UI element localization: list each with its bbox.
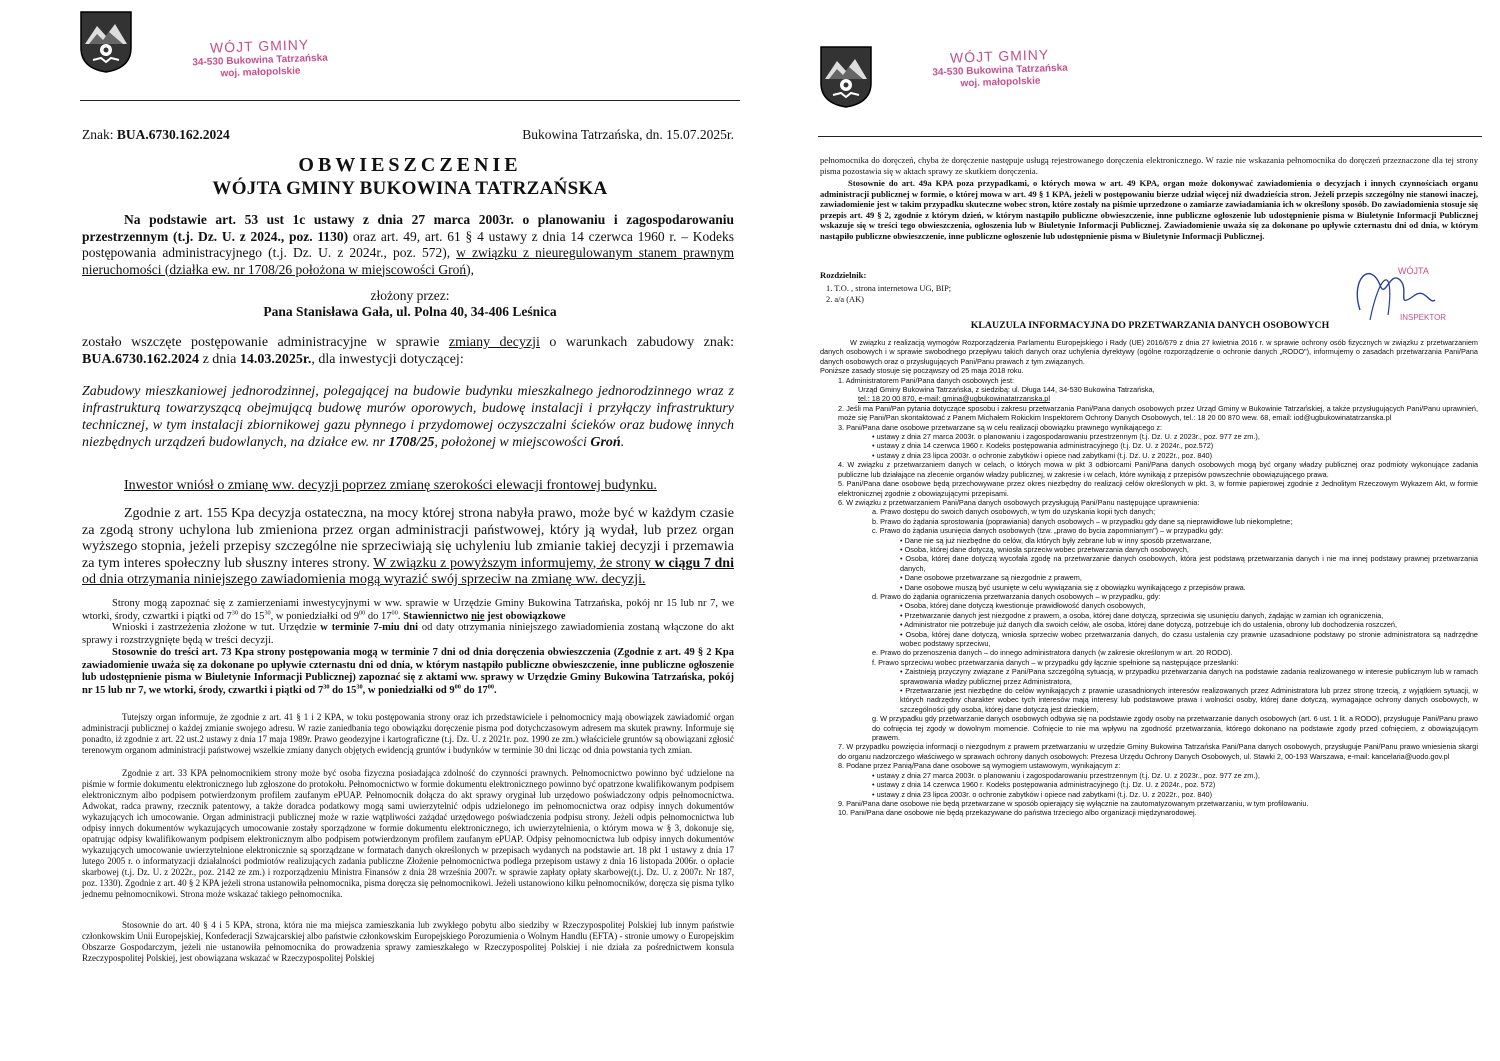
document-subtitle: WÓJTA GMINY BUKOWINA TATRZAŃSKA [212,178,608,199]
office-stamp [919,45,1080,91]
clause-bullet: • ustawy z dnia 23 lipca 2003r. o ochronie zabytków i opiece nad zabytkami (t.j. Dz. U. z 2022r., poz. 840) [872,450,1213,460]
office-stamp [179,35,340,81]
clause-item-10: 10. Pani/Pana dane osobowe nie będą przekazywane do państwa trzeciego albo organizacji międzynarodowej. [838,808,1197,818]
gdpr-clause [820,338,1478,818]
clause-bullet: • Przetwarzanie danych jest niezgodne z prawem, a osoba, której dane dotyczą, sprzeciwia się usunięciu danych, żądając w zamian ich ograniczenia, [900,610,1384,620]
clause-intro-date: Poniższe zasady stosuje się począwszy od 25 maja 2018 roku. [820,366,1024,376]
place-date: Bukowina Tatrzańska, dn. 15.07.2025r. [522,127,734,142]
clause-bullet: • Osoba, której dane dotyczą wycofała zgodę na przetwarzanie danych osobowych, która jest podstawą przetwarzania danych i nie ma innej podstawy prawnej przetwarzania danych, [900,554,1478,573]
clause-item-1-contact: tel.: 18 20 00 870, e-mail: gmina@ugbukowinatatrzanska.pl [858,394,1050,404]
investment-description: Zabudowy mieszkaniowej jednorodzinnej, polegającej na budowie budynku mieszkalnego jednorodzinnego wraz z infrastrukturą towarzyszącą obejmującą budowę murów oporowych, budowę instalacji i przyłączy infrastruktury technicznej, w tym instalacji zbiornikowej gazu płynnego i przydomowej oczyszczalni ścieków oraz budowę innych niezbędnych urządzeń budowlanych, na działce ew. nr 1708/25, położonej w miejscowości Groń. [82,384,734,450]
distribution-list [826,283,951,305]
coat-of-arms-icon [79,10,133,74]
art49a-paragraph: Stosownie do art. 49a KPA poza przypadkami, o których mowa w art. 49 KPA, organ może dokonywać zawiadomienia o decyzjach i innych czynnościach organu administracji publicznej w formie, o której mowa w art. 49 § 1 KPA, jeżeli w postępowaniu bierze udział więcej niż dwadzieścia stron. Jeżeli przepis szczególny nie stanowi inaczej, zawiadomienie jest w takim przypadku skuteczne wobec stron, które zostały na piśmie uprzedzone o zamiarze zawiadamiania ich w określony sposób. Do zawiadomienia stosuje się przepis art. 49 § 2, zgodnie z którym dzień, w którym nastąpiło publiczne obwieszczenie, inne publiczne ogłoszenie lub udostępnienie pisma w Biuletynie Informacji Publicznej wskazuje się w treści tego obwieszczenia, ogłoszenia lub w Biuletynie Informacji Publicznej. Zawiadomienie uważa się za dokonane po upływie czternastu dni od dnia, w którym nastąpiło publiczne obwieszczenie, inne publiczne ogłoszenie lub udostępnienie pisma w Biuletynie Informacji Publicznej. [820,178,1478,241]
stamp-region: woj. małopolskie [960,75,1041,90]
clause-bullet: • ustawy z dnia 27 marca 2003r. o planowaniu i zagospodarowaniu przestrzennym (t.j. Dz. U. z 2023r., poz. 977 ze zm.), [872,432,1260,442]
clause-item-9: 9. Pani/Pana dane osobowe nie będą przetwarzane w sposób opierający się wyłącznie na zautomatyzowanym przetwarzaniu, w tym profilowaniu. [838,798,1309,808]
reference-number [82,127,230,143]
svg-text:WÓJTA: WÓJTA [1398,266,1429,276]
clause-item-6g: g. W przypadku gdy przetwarzanie danych osobowych odbywa się na podstawie zgody osoby na przetwarzanie danych osobowych (art. 6 ust. 1 lit. a RODO), przysługuje Pani/Panu prawo do cofnięcia tej zgody w dowolnym momencie. Cofnięcie to nie ma wpływu na zgodność przetwarzania, którego dokonano na podstawie zgody przed cofnięciem, z obowiązującym prawem. [872,714,1478,743]
reference-label: Znak: [82,127,117,142]
clause-item-3: 3. Pani/Pana dane osobowe przetwarzane są w celu realizacji obowiązku prawnego wynikającego z: [838,422,1163,432]
distribution-title: Rozdzielnik: [820,270,867,280]
clause-item-2: 2. Jeśli ma Pani/Pan pytania dotyczące sposobu i zakresu przetwarzania Pani/Pana danych osobowych przez Urząd Gminy w Bukowinie Tatrzańskiej, a także przysługujących Pani/Panu uprawnień, może się Pani/Pan skontaktować z Panem Michałem Rokickim Inspektorem Ochrony Danych Osobowych, tel.: 18 20 00 870 wew. 68, email: iod@ugbukowinatatrzanska.pl [838,403,1478,423]
distribution-item: 2. a/a (AK) [826,295,864,304]
clause-bullet: • Osoba, której dane dotyczą, wniosła sprzeciw wobec przetwarzania danych osobowych, [900,544,1189,554]
stamp-title: WÓJT GMINY [209,36,310,56]
reference-value: BUA.6730.162.2024 [116,127,230,142]
investor-request: Inwestor wniósł o zmianę ww. decyzji poprzez zmianę szerokości elewacji frontowej budynku. [124,478,657,493]
clause-bullet: • ustawy z dnia 14 czerwca 1960 r. Kodeks postępowania administracyjnego (t.j. Dz. U. z 2024r., poz. 572) [872,780,1216,790]
foreign-party-note: Stosownie do art. 40 § 4 i 5 KPA, strona, która nie ma miejsca zamieszkania lub zwykłego pobytu albo siedziby w Rzeczypospolitej Polskiej lub innym państwie członkowskim Unii Europejskiej, Konfederacji Szwajcarskiej albo państwie członkowskim Europejskiego Porozumienia o Wolnym Handlu (EFTA) - stronie umowy o Europejskim Obszarze Gospodarczym, jeżeli nie ustanowiła pełnomocnika do prowadzenia sprawy zamieszkałego w Rzeczypospolitej Polskiej i nie działa za pośrednictwem konsula Rzeczypospolitej Polskiej, jest obowiązana wskazać w Rzeczypospolitej Polskiej [82,920,734,963]
header-divider [818,136,1482,137]
legal-basis-paragraph: Na podstawie art. 53 ust 1c ustawy z dnia 27 marca 2003r. o planowaniu i zagospodarowaniu przestrzennym (t.j. Dz. U. z 2024., poz. 1130) oraz art. 49, art. 61 § 4 ustawy z dnia 14 czerwca 1960 r. – Kodeks postępowania administracyjnego (t.j. Dz. U. z 2024r., poz. 572), w związku z nieuregulowanym stanem prawnym nieruchomości (działka ew. nr 1708/26 położona w miejscowości Groń), [82,212,735,277]
art73-paragraph: Stosownie do treści art. 73 Kpa strony postępowania mogą w terminie 7 dni od dnia doręczenia obwieszczenia (Zgodnie z art. 49 § 2 Kpa zawiadomienie uważa się za dokonane po upływie czternastu dni od dnia, w którym nastąpiło publiczne obwieszczenie, inne publiczne ogłoszenie lub udostępnienie pisma w Biuletynie Informacji Publicznej) zapoznać się z aktami ww. sprawy w Urzędzie Gminy Bukowina Tatrzańska, pokój nr 15 lub nr 7, we wtorki, środy, czwartki i piątki od $7^{30}$ do $15^{30}$, w poniedziałki od $9^{00}$ do $17^{00}$. [82,647,734,696]
clause-bullet: • ustawy z dnia 27 marca 2003r. o planowaniu i zagospodarowaniu przestrzennym (t.j. Dz. U. z 2023r., poz. 977 ze zm.), [872,770,1260,780]
clause-item-1-address: Urząd Gminy Bukowina Tatrzańska, z siedzibą: ul. Długa 144, 34-530 Bukowina Tatrzańska, [858,385,1155,395]
motions-info: Wnioski i zastrzeżenia złożone w tut. Urzędzie w terminie 7-miu dni od daty otrzymania niniejszego zawiadomienia zostaną włączone do akt sprawy i rozstrzygnięte będą w treści decyzji. [82,622,734,646]
signature-icon [1340,250,1447,330]
clause-item-4: 4. W związku z przetwarzaniem danych w celach, o których mowa w pkt 3 odbiorcami Pani/Pana danych osobowych mogą być organy władzy publicznej oraz podmioty wykonujące zadania publiczne lub działające na zlecenie organów władzy publicznej, w zakresie i w celach, które wynikają z przepisów powszechnie obowiązującego prawa. [838,460,1478,479]
header-divider [80,100,740,101]
clause-item-5: 5. Pani/Pana dane osobowe będą przechowywane przez okres niezbędny do realizacji celów określonych w pkt. 3, w formie papierowej zgodnie z Jednolitym Rzeczowym Wykazem Akt, w formie elektronicznej zgodnie z obowiązującymi przepisami. [838,479,1478,498]
clause-item-1: 1. Administratorem Pani/Pana danych osobowych jest: [838,375,1015,385]
clause-bullet: • Zaistnieją przyczyny związane z Pani/Pana szczególną sytuacją, w przypadku przetwarzania danych na podstawie zadania realizowanego w interesie publicznym lub w ramach sprawowania władzy publicznej przez Administratora, [900,667,1478,686]
svg-text:INSPEKTOR: INSPEKTOR [1400,313,1447,322]
applicant: Pana Stanisława Gała, ul. Polna 40, 34-406 Leśnica [263,304,557,319]
clause-item-6d: d. Prawo do żądania ograniczenia przetwarzania danych osobowych – w przypadku, gdy: [872,591,1161,601]
clause-bullet: • ustawy z dnia 14 czerwca 1960 r. Kodeks postępowania administracyjnego (t.j. Dz. U. z 2024r., poz.572) [872,441,1214,451]
clause-bullet: • Administrator nie potrzebuje już danych dla swoich celów, ale osoba, której dane dotyczą, potrzebuje ich do ustalenia, obrony lub dochodzenia roszczeń, [900,620,1398,630]
clause-item-6f: f. Prawo sprzeciwu wobec przetwarzania danych – w przypadku gdy łącznie spełnione są następujące przesłanki: [872,657,1239,667]
power-of-attorney-note: Zgodnie z art. 33 KPA pełnomocnikiem strony może być osoba fizyczna posiadająca zdolność do czynności prawnych. Pełnomocnictwo powinno być udzielone na piśmie w formie dokumentu elektronicznego lub zgłoszone do protokołu. Pełnomocnictwo w formie dokumentu elektronicznego powinno być opatrzone kwalifikowanym podpisem elektronicznym albo podpisem potwierdzonym profilem zaufanym ePUAP. Pełnomocnik dołącza do akt sprawy oryginał lub urzędowo poświadczony odpis pełnomocnictwa. Adwokat, radca prawny, rzecznik patentowy, a także doradca podatkowy mogą sami uwierzytelnić odpis udzielonego im pełnomocnictwa oraz odpisy innych dokumentów wykazujących ich umocowanie. Organ administracji publicznej może w razie wątpliwości zażądać urzędowego poświadczenia podpisu strony. Jeżeli odpis pełnomocnictwa lub odpisy innych dokumentów wykazujących umocowanie zostały sporządzone w formie dokumentu elektronicznego, ich uwierzytelnienia, o którym mowa w § 3, dokonuje się, opatrując odpisy kwalifikowanym podpisem elektronicznym albo podpisem potwierdzonym profilem zaufanym ePUAP. Odpisy pełnomocnictwa lub odpisy innych dokumentów wykazujących umocowanie uwierzytelnione elektronicznie są sporządzane w formatach danych określonych w przepisach wydanych na podstawie art. 18 pkt 1 ustawy z dnia 17 lutego 2005 r. o informatyzacji działalności podmiotów realizujących zadania publiczne Złożenie pełnomocnictwa podlega przepisom ustawy z dnia 16 listopada 2006r. o opłacie skarbowej (t.j. Dz. U. z 2022r., poz. 2142 ze zm.) i rozporządzeniu Ministra Finansów z dnia 28 września 2007r. w sprawie zapłaty opłaty skarbowej(t.j. Dz. U. z 2007r. Nr 187, poz. 1330). Zgodnie z art. 40 § 2 KPA jeżeli strona ustanowiła pełnomocnika, pisma doręcza się pełnomocnikowi. Jeżeli ustanowiono kilku pełnomocników, doręcza się pisma tylko jednemu pełnomocnikowi. Strona może wskazać takiego pełnomocnika. [82,768,734,899]
clause-item-6a: a. Prawo dostępu do swoich danych osobowych, w tym do uzyskania kopii tych danych; [872,507,1156,517]
clause-bullet: • Dane nie są już niezbędne do celów, dla których były zebrane lub w inny sposób przetwarzane, [900,535,1212,545]
coat-of-arms-icon [819,45,873,109]
art155-paragraph: Zgodnie z art. 155 Kpa decyzja ostateczna, na mocy której strona nabyła prawo, może być w każdym czasie za zgodą strony uchylona lub zmieniona przez organ administracji państwowej, który ją wydał, lub przez organ wyższego stopnia, jeżeli przepisy szczególne nie sprzeciwiają się uchyleniu lub zmianie takiej decyzji i przemawia za tym interes społeczny lub słuszny interes strony. W związku z powyższym informujemy, że strony w ciągu 7 dni od dnia otrzymania niniejszego zawiadomienia mogą wyrazić swój sprzeciw na zmianę ww. decyzji. [82,506,734,587]
distribution-item: 1. T.O. , strona internetowa UG, BIP; [826,284,952,293]
continuation-text: pełnomocnika do doręczeń, chyba że doręczenie następuje usługą rejestrowanego doręczenia elektronicznego. W razie nie wskazania pełnomocnika do doręczeń przeznaczone dla tej strony pisma pozostawia się w aktach sprawy ze skutkiem doręczenia. [820,155,1478,176]
clause-item-6c: c. Prawo do żądania usunięcia danych osobowych (tzw. „prawo do bycia zapomnianym") – w przypadku gdy: [872,526,1223,536]
clause-title: KLAUZULA INFORMACYJNA DO PRZETWARZANIA DANYCH OSOBOWYCH [970,320,1330,331]
proceedings-paragraph: zostało wszczęte postępowanie administracyjne w sprawie zmiany decyzji o warunkach zabudowy znak: BUA.6730.162.2024 z dnia 14.03.2025r., dla inwestycji dotyczącej: [82,335,734,367]
stamp-address: 34-530 Bukowina Tatrzańska [932,62,1068,79]
clause-bullet: • Przetwarzanie jest niezbędne do celów wynikających z prawnie uzasadnionych interesów realizowanych przez Administratora lub przez stronę trzecią, z wyjątkiem sytuacji, w których nadrzędny charakter wobec tych interesów mają interesy lub podstawowe prawa i wolności osoby, której dane dotyczą, wymagające ochrony danych osobowych, w szczególności gdy osoba, której dane dotyczą jest dzieckiem, [900,686,1478,714]
clause-bullet: • Osoba, której dane dotyczą, wniosła sprzeciw wobec przetwarzania danych, do czasu ustalenia czy prawnie uzasadnione podstawy po stronie administratora są nadrzędne wobec podstawy sprzeciwu, [900,629,1478,648]
clause-item-6b: b. Prawo do żądania sprostowania (poprawiania) danych osobowych – w przypadku gdy dane są nieprawidłowe lub niekompletne; [872,516,1293,526]
submitted-by-label: złożony przez: [370,288,450,303]
stamp-region: woj. małopolskie [220,65,301,80]
clause-bullet: • Osoba, której dane dotyczą kwestionuje prawidłowość danych osobowych, [900,601,1146,611]
clause-item-6: 6. W związku z przetwarzaniem Pani/Pana danych osobowych przysługują Pani/Panu następujące uprawnienia: [838,497,1200,507]
clause-bullet: • Dane osobowe przetwarzane są niezgodnie z prawem, [900,573,1082,583]
clause-item-7: 7. W przypadku powzięcia informacji o niezgodnym z prawem przetwarzaniu w urzędzie Gminy Bukowina Tatrzańska Pani/Pana danych osobowych, przysługuje Pani/Panu prawo wniesienia skargi do organu nadzorczego właściwego w sprawach ochrony danych osobowych: Prezesa Urzędu Ochrony Danych Osobowych, ul. Stawki 2, 00-193 Warszawa, e-mail: kancelaria@uodo.gov.pl [838,742,1478,761]
stamp-address: 34-530 Bukowina Tatrzańska [192,52,328,69]
clause-item-6e: e. Prawo do przenoszenia danych – do innego administratora danych (w zakresie określonym w art. 20 RODO). [872,648,1233,658]
clause-bullet: • ustawy z dnia 23 lipca 2003r. o ochronie zabytków i opiece nad zabytkami (t.j. Dz. U. z 2022r., poz. 840) [872,789,1213,799]
right-page [750,0,1500,1061]
clause-item-8: 8. Podane przez Panią/Pana dane osobowe są wymogiem ustawowym, wynikającym z: [838,761,1121,771]
document-title: OBWIESZCZENIE [298,154,522,176]
address-change-note: Tutejszy organ informuje, że zgodnie z art. 41 § 1 i 2 KPA, w toku postępowania strony oraz ich przedstawiciele i pełnomocnicy mają obowiązek zawiadomić organ administracji publicznej o każdej zmianie swojego adresu. W razie zaniedbania tego obowiązku doręczenie pisma pod dotychczasowym adresem ma skutek prawny. Informuje się ponadto, iż zgodnie z art. 22 ust.2 ustawy z dnia 17 maja 1989r. Prawo geodezyjne i kartograficzne (t.j. Dz. U. z 2021r. poz. 1990 ze zm.) właściciele gruntów są obowiązani zgłosić terenowym organom administracji państwowej wszelkie zmiany danych objętych ewidencją gruntów i budynków w terminie 30 dni licząc od dnia powstania tych zmian. [82,712,734,755]
viewing-info: Strony mogą zapoznać się z zamierzeniami inwestycyjnymi w ww. sprawie w Urzędzie Gminy Bukowina Tatrzańska, pokój nr 15 lub nr 7, we wtorki, środy, czwartki i piątki od $7^{30}$ do $15^{30}$, w poniedziałki od $9^{00}$ do $17^{00}$. Stawiennictwo nie jest obowiązkowe [82,598,734,622]
clause-bullet: • Dane osobowe muszą być usunięte w celu wywiązania się z obowiązku wynikającego z przepisów prawa. [900,582,1246,592]
stamp-title: WÓJT GMINY [949,46,1050,66]
clause-intro: W związku z realizacją wymogów Rozporządzenia Parlamentu Europejskiego i Rady (UE) 2016/679 z dnia 27 kwietnia 2016 r. w sprawie ochrony osób fizycznych w związku z przetwarzaniem danych osobowych i w sprawie swobodnego przepływu takich danych oraz uchylenia dyrektywy (ogólne rozporządzenie o ochronie danych „RODO"), informujemy o zasadach przetwarzania Pani/Pana danych osobowych oraz o przysługujących Pani/Panu prawach z tym związanych. [820,338,1478,366]
